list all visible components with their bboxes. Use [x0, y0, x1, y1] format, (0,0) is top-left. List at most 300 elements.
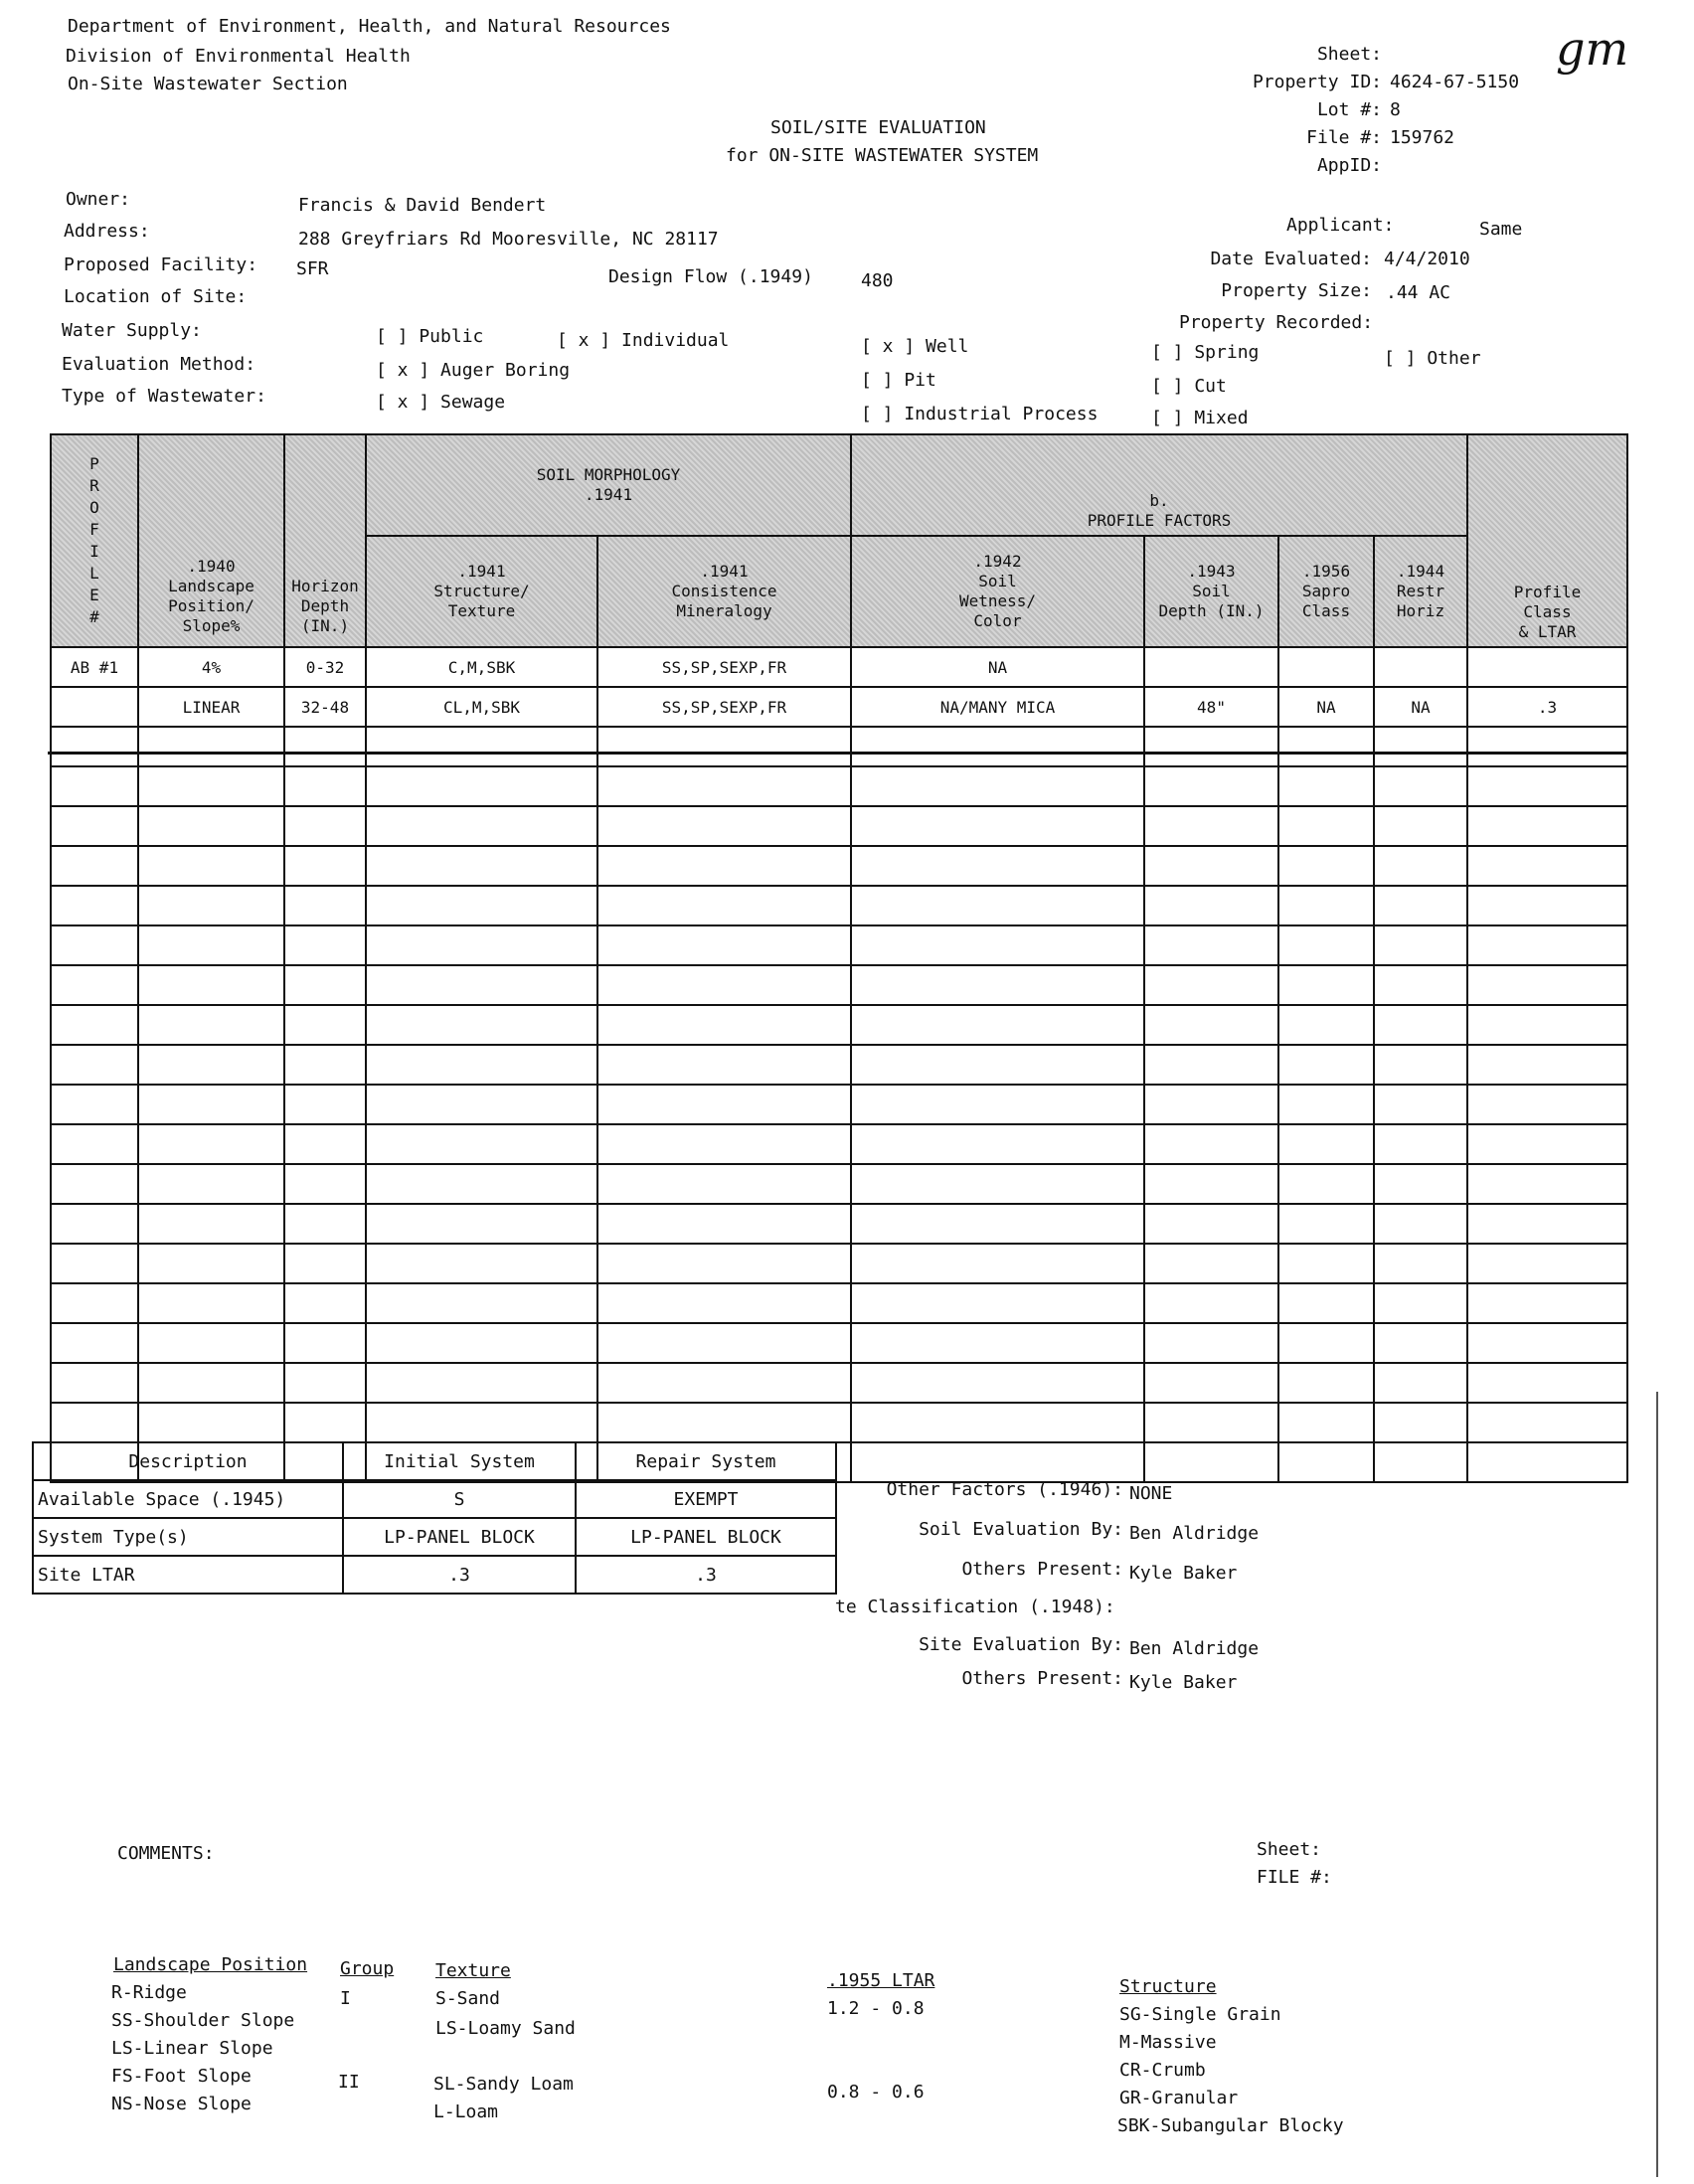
address-label: Address:	[64, 221, 150, 242]
applicant-label: Applicant:	[1286, 215, 1395, 236]
footer-file-label: FILE #:	[1257, 1867, 1332, 1888]
empty-cell	[51, 1124, 138, 1164]
comments-label: COMMENTS:	[117, 1843, 215, 1864]
applicant-value: Same	[1479, 219, 1523, 240]
property-id-label: Property ID:	[1252, 72, 1382, 92]
property-size-label: Property Size:	[1221, 280, 1372, 301]
other-factors-label: Other Factors (.1946):	[886, 1479, 1123, 1500]
empty-cell	[597, 1124, 851, 1164]
empty-cell	[366, 1164, 597, 1204]
table-row	[51, 846, 1627, 886]
consistence-mineralogy-header: .1941 Consistence Mineralogy	[597, 536, 851, 647]
row-label: System Type(s)	[33, 1518, 343, 1556]
empty-cell	[1467, 1085, 1627, 1124]
empty-cell	[51, 1164, 138, 1204]
empty-cell	[1374, 766, 1467, 806]
empty-cell	[1278, 1403, 1374, 1442]
empty-cell	[284, 1045, 366, 1085]
table-row	[51, 1323, 1627, 1363]
section-name: On-Site Wastewater Section	[68, 74, 348, 94]
soil-morphology-header: SOIL MORPHOLOGY .1941	[366, 434, 851, 536]
table-row	[51, 806, 1627, 846]
empty-cell	[138, 1124, 284, 1164]
landscape-cell: LINEAR	[138, 687, 284, 727]
empty-cell	[1467, 1204, 1627, 1244]
empty-cell	[284, 727, 366, 766]
empty-cell	[138, 1323, 284, 1363]
empty-cell	[597, 1204, 851, 1244]
empty-cell	[51, 1363, 138, 1403]
empty-cell	[138, 1363, 284, 1403]
empty-cell	[1467, 1244, 1627, 1283]
empty-cell	[51, 727, 138, 766]
empty-cell	[51, 1403, 138, 1442]
restrictive-horizon-header: .1944 Restr Horiz	[1374, 536, 1467, 647]
empty-cell	[284, 1283, 366, 1323]
table-row	[51, 886, 1627, 925]
empty-cell	[138, 1283, 284, 1323]
empty-cell	[1144, 1323, 1278, 1363]
empty-cell	[1467, 806, 1627, 846]
form-subtitle: for ON-SITE WASTEWATER SYSTEM	[726, 145, 1039, 166]
empty-cell	[284, 965, 366, 1005]
empty-cell	[1374, 1124, 1467, 1164]
owner-label: Owner:	[66, 189, 131, 210]
empty-cell	[1467, 925, 1627, 965]
empty-cell	[138, 846, 284, 886]
empty-cell	[366, 1363, 597, 1403]
appid-label: AppID:	[1316, 155, 1382, 176]
table-row	[33, 1556, 836, 1594]
empty-cell	[1467, 1363, 1627, 1403]
table-row	[51, 1164, 1627, 1204]
empty-cell	[1144, 1085, 1278, 1124]
empty-cell	[284, 846, 366, 886]
empty-cell	[1374, 1403, 1467, 1442]
ltar-legend-header: .1955 LTAR	[827, 1970, 935, 1991]
empty-cell	[284, 1403, 366, 1442]
empty-cell	[51, 965, 138, 1005]
table-row	[33, 1480, 836, 1518]
empty-cell	[138, 1403, 284, 1442]
structure-texture-header: .1941 Structure/ Texture	[366, 536, 597, 647]
empty-cell	[851, 1403, 1144, 1442]
empty-cell	[597, 1085, 851, 1124]
empty-cell	[51, 1085, 138, 1124]
empty-cell	[851, 1442, 1144, 1482]
empty-cell	[597, 766, 851, 806]
spring-checkbox[interactable]: [ ] Spring	[1151, 342, 1260, 363]
depth-cell: 32-48	[284, 687, 366, 727]
empty-cell	[1278, 1204, 1374, 1244]
empty-cell	[51, 1045, 138, 1085]
empty-cell	[366, 965, 597, 1005]
date-evaluated-label: Date Evaluated:	[1210, 249, 1372, 269]
profile-cell: AB #1	[51, 647, 138, 687]
empty-cell	[1374, 1283, 1467, 1323]
depth-cell: 0-32	[284, 647, 366, 687]
empty-cell	[851, 1005, 1144, 1045]
empty-cell	[366, 1204, 597, 1244]
table-row	[51, 1283, 1627, 1323]
empty-cell	[284, 1085, 366, 1124]
pit-checkbox[interactable]: [ ] Pit	[861, 370, 936, 391]
restr-cell: NA	[1374, 687, 1467, 727]
sewage-checkbox[interactable]: [ x ] Sewage	[376, 392, 506, 413]
empty-cell	[138, 766, 284, 806]
empty-cell	[284, 806, 366, 846]
wastewater-label: Type of Wastewater:	[62, 386, 266, 407]
empty-cell	[1467, 846, 1627, 886]
others-present-2-label: Others Present:	[961, 1668, 1123, 1689]
empty-cell	[1467, 1442, 1627, 1482]
empty-cell	[1278, 965, 1374, 1005]
well-checkbox[interactable]: [ x ] Well	[861, 336, 969, 357]
empty-cell	[597, 806, 851, 846]
empty-cell	[1467, 1124, 1627, 1164]
initial-system-header: Initial System	[343, 1442, 576, 1480]
row-label: Site LTAR	[33, 1556, 343, 1594]
empty-cell	[1144, 1005, 1278, 1045]
empty-cell	[1278, 1045, 1374, 1085]
empty-cell	[1144, 1442, 1278, 1482]
soil-depth-cell: 48"	[1144, 687, 1278, 727]
empty-cell	[851, 1085, 1144, 1124]
empty-cell	[1374, 1164, 1467, 1204]
empty-cell	[1374, 846, 1467, 886]
individual-checkbox[interactable]: [ x ] Individual	[557, 330, 730, 351]
empty-cell	[851, 1283, 1144, 1323]
soil-morphology-table	[50, 433, 1628, 1483]
soil-depth-header: .1943 Soil Depth (IN.)	[1144, 536, 1278, 647]
empty-cell	[597, 886, 851, 925]
empty-cell	[138, 1204, 284, 1244]
initial-value: LP-PANEL BLOCK	[343, 1518, 576, 1556]
empty-cell	[1278, 1244, 1374, 1283]
site-evaluation-label: Site Evaluation By:	[919, 1634, 1123, 1655]
empty-cell	[51, 1323, 138, 1363]
empty-cell	[51, 806, 138, 846]
legend-item: L-Loam	[433, 2101, 499, 2122]
empty-cell	[1144, 1045, 1278, 1085]
other-factors-value: NONE	[1129, 1483, 1173, 1504]
division-name: Division of Environmental Health	[66, 46, 411, 67]
empty-cell	[51, 1005, 138, 1045]
empty-cell	[851, 766, 1144, 806]
empty-cell	[284, 1363, 366, 1403]
repair-value: EXEMPT	[576, 1480, 836, 1518]
empty-cell	[138, 1005, 284, 1045]
empty-cell	[1374, 925, 1467, 965]
class-cell	[1467, 647, 1627, 687]
empty-cell	[1467, 1323, 1627, 1363]
landscape-cell: 4%	[138, 647, 284, 687]
empty-cell	[1144, 1164, 1278, 1204]
site-classification-label: te Classification (.1948):	[835, 1596, 1115, 1617]
empty-cell	[851, 1204, 1144, 1244]
empty-cell	[1467, 1283, 1627, 1323]
facility-label: Proposed Facility:	[64, 254, 258, 275]
empty-cell	[851, 1244, 1144, 1283]
empty-cell	[597, 1323, 851, 1363]
empty-cell	[597, 1045, 851, 1085]
empty-cell	[1374, 886, 1467, 925]
empty-cell	[1144, 1204, 1278, 1244]
table-row	[51, 687, 1627, 727]
soil-wetness-header: .1942 Soil Wetness/ Color	[851, 536, 1144, 647]
empty-cell	[1144, 1363, 1278, 1403]
empty-cell	[1278, 1363, 1374, 1403]
empty-cell	[1467, 1005, 1627, 1045]
empty-cell	[1278, 727, 1374, 766]
empty-cell	[1278, 1124, 1374, 1164]
empty-cell	[138, 727, 284, 766]
legend-item: LS-Loamy Sand	[435, 2018, 576, 2039]
initial-value: S	[343, 1480, 576, 1518]
table-row	[51, 766, 1627, 806]
landscape-position-header: .1940 Landscape Position/ Slope%	[138, 434, 284, 647]
empty-cell	[1144, 1124, 1278, 1164]
legend-item: SBK-Subangular Blocky	[1117, 2115, 1344, 2136]
landscape-position-legend-header: Landscape Position	[113, 1954, 308, 1975]
evaluation-method-label: Evaluation Method:	[62, 354, 256, 375]
profile-cell	[51, 687, 138, 727]
sapro-cell	[1278, 647, 1374, 687]
empty-cell	[284, 1005, 366, 1045]
empty-cell	[851, 886, 1144, 925]
legend-item: R-Ridge	[111, 1982, 187, 2003]
empty-cell	[1467, 766, 1627, 806]
wetness-cell: NA/MANY MICA	[851, 687, 1144, 727]
empty-cell	[51, 925, 138, 965]
empty-cell	[1278, 846, 1374, 886]
empty-cell	[851, 965, 1144, 1005]
profile-factors-header: b. PROFILE FACTORS	[851, 434, 1467, 536]
empty-cell	[597, 1363, 851, 1403]
empty-cell	[284, 1244, 366, 1283]
row-label: Available Space (.1945)	[33, 1480, 343, 1518]
empty-cell	[1144, 766, 1278, 806]
table-row	[33, 1518, 836, 1556]
repair-value: .3	[576, 1556, 836, 1594]
legend-item: M-Massive	[1119, 2032, 1217, 2053]
site-evaluation-value: Ben Aldridge	[1129, 1638, 1260, 1659]
file-label: File #:	[1306, 127, 1382, 148]
empty-cell	[1144, 1403, 1278, 1442]
property-recorded-label: Property Recorded:	[1179, 312, 1374, 333]
empty-cell	[851, 1164, 1144, 1204]
empty-cell	[51, 886, 138, 925]
empty-cell	[851, 806, 1144, 846]
empty-cell	[284, 1124, 366, 1164]
table-row	[51, 647, 1627, 687]
empty-cell	[1467, 886, 1627, 925]
empty-cell	[138, 965, 284, 1005]
empty-cell	[51, 1283, 138, 1323]
empty-cell	[1278, 1442, 1374, 1482]
wetness-cell: NA	[851, 647, 1144, 687]
empty-cell	[1144, 806, 1278, 846]
empty-cell	[851, 1045, 1144, 1085]
empty-cell	[284, 925, 366, 965]
texture-legend-header: Texture	[435, 1960, 511, 1981]
soil-depth-cell	[1144, 647, 1278, 687]
empty-cell	[366, 886, 597, 925]
empty-cell	[851, 846, 1144, 886]
empty-cell	[138, 925, 284, 965]
soil-evaluation-label: Soil Evaluation By:	[919, 1519, 1123, 1540]
empty-cell	[366, 806, 597, 846]
empty-cell	[1144, 925, 1278, 965]
empty-cell	[366, 1045, 597, 1085]
empty-cell	[597, 925, 851, 965]
empty-cell	[1467, 965, 1627, 1005]
table-row	[51, 1244, 1627, 1283]
repair-value: LP-PANEL BLOCK	[576, 1518, 836, 1556]
empty-cell	[851, 1124, 1144, 1164]
public-checkbox[interactable]: [ ] Public	[376, 326, 484, 347]
empty-cell	[1278, 1005, 1374, 1045]
date-evaluated-value: 4/4/2010	[1384, 249, 1470, 269]
empty-cell	[1144, 886, 1278, 925]
empty-cell	[597, 1164, 851, 1204]
table-row	[51, 965, 1627, 1005]
auger-boring-checkbox[interactable]: [ x ] Auger Boring	[376, 360, 571, 381]
handwritten-initials: gm	[1556, 22, 1629, 76]
lot-value: 8	[1390, 99, 1401, 120]
structure-cell: CL,M,SBK	[366, 687, 597, 727]
empty-cell	[366, 1085, 597, 1124]
group-i: I	[340, 1988, 351, 2009]
empty-cell	[284, 1204, 366, 1244]
other-checkbox[interactable]: [ ] Other	[1384, 348, 1481, 369]
class-cell: .3	[1467, 687, 1627, 727]
structure-cell: C,M,SBK	[366, 647, 597, 687]
empty-cell	[138, 1085, 284, 1124]
legend-item: CR-Crumb	[1119, 2060, 1206, 2081]
description-header: Description	[33, 1442, 343, 1480]
horizon-depth-header: Horizon Depth (IN.)	[284, 434, 366, 647]
empty-cell	[597, 1005, 851, 1045]
empty-cell	[597, 1403, 851, 1442]
empty-cell	[138, 1045, 284, 1085]
empty-cell	[1278, 806, 1374, 846]
table-row	[51, 1005, 1627, 1045]
consistence-cell: SS,SP,SEXP,FR	[597, 687, 851, 727]
empty-cell	[366, 727, 597, 766]
ltar-range-1: 1.2 - 0.8	[827, 1998, 925, 2019]
empty-cell	[284, 766, 366, 806]
file-value: 159762	[1390, 127, 1455, 148]
empty-cell	[138, 806, 284, 846]
table-row	[51, 1363, 1627, 1403]
legend-item: SG-Single Grain	[1119, 2004, 1281, 2025]
empty-cell	[366, 1244, 597, 1283]
empty-cell	[284, 1323, 366, 1363]
empty-cell	[1278, 1323, 1374, 1363]
property-id-value: 4624-67-5150	[1390, 72, 1520, 92]
soil-evaluation-value: Ben Aldridge	[1129, 1523, 1260, 1544]
empty-cell	[1374, 1005, 1467, 1045]
table-divider	[48, 752, 1626, 755]
empty-cell	[851, 727, 1144, 766]
empty-cell	[851, 925, 1144, 965]
empty-cell	[597, 727, 851, 766]
empty-cell	[1278, 925, 1374, 965]
empty-cell	[138, 886, 284, 925]
empty-cell	[1374, 1363, 1467, 1403]
form-title: SOIL/SITE EVALUATION	[770, 117, 986, 138]
table-row	[51, 1124, 1627, 1164]
empty-cell	[51, 1244, 138, 1283]
empty-cell	[1278, 1164, 1374, 1204]
consistence-cell: SS,SP,SEXP,FR	[597, 647, 851, 687]
empty-cell	[1144, 727, 1278, 766]
empty-cell	[1278, 1283, 1374, 1323]
empty-cell	[366, 925, 597, 965]
empty-cell	[1278, 1085, 1374, 1124]
legend-item: GR-Granular	[1119, 2088, 1239, 2108]
repair-system-header: Repair System	[576, 1442, 836, 1480]
empty-cell	[1144, 1244, 1278, 1283]
design-flow-label: Design Flow (.1949)	[608, 266, 813, 287]
empty-cell	[1144, 1283, 1278, 1323]
empty-cell	[1374, 1204, 1467, 1244]
empty-cell	[1467, 727, 1627, 766]
legend-item: FS-Foot Slope	[111, 2066, 252, 2087]
empty-cell	[1374, 806, 1467, 846]
empty-cell	[1467, 1164, 1627, 1204]
facility-value: SFR	[296, 258, 329, 279]
empty-cell	[51, 766, 138, 806]
legend-item: SS-Shoulder Slope	[111, 2010, 295, 2031]
property-size-value: .44 AC	[1386, 282, 1451, 303]
lot-label: Lot #:	[1316, 99, 1382, 120]
location-label: Location of Site:	[64, 286, 248, 307]
design-flow-value: 480	[861, 270, 894, 291]
department-name: Department of Environment, Health, and Natural Resources	[68, 16, 671, 37]
empty-cell	[1467, 1045, 1627, 1085]
cut-checkbox[interactable]: [ ] Cut	[1151, 376, 1227, 397]
legend-item: S-Sand	[435, 1988, 501, 2009]
empty-cell	[1144, 846, 1278, 886]
initial-value: .3	[343, 1556, 576, 1594]
legend-item: SL-Sandy Loam	[433, 2074, 574, 2095]
restr-cell	[1374, 647, 1467, 687]
empty-cell	[284, 1164, 366, 1204]
structure-legend-header: Structure	[1119, 1976, 1217, 1997]
empty-cell	[138, 1244, 284, 1283]
industrial-process-checkbox[interactable]: [ ] Industrial Process	[861, 404, 1099, 424]
empty-cell	[851, 1363, 1144, 1403]
empty-cell	[366, 1005, 597, 1045]
empty-cell	[138, 1164, 284, 1204]
sapro-class-header: .1956 Sapro Class	[1278, 536, 1374, 647]
mixed-checkbox[interactable]: [ ] Mixed	[1151, 408, 1249, 428]
empty-cell	[1278, 886, 1374, 925]
footer-sheet-label: Sheet:	[1257, 1839, 1322, 1860]
table-row	[51, 1045, 1627, 1085]
empty-cell	[597, 1283, 851, 1323]
legend-item: LS-Linear Slope	[111, 2038, 273, 2059]
empty-cell	[1374, 1442, 1467, 1482]
empty-cell	[851, 1323, 1144, 1363]
water-supply-label: Water Supply:	[62, 320, 202, 341]
empty-cell	[597, 846, 851, 886]
empty-cell	[1374, 727, 1467, 766]
table-row	[51, 925, 1627, 965]
empty-cell	[597, 965, 851, 1005]
